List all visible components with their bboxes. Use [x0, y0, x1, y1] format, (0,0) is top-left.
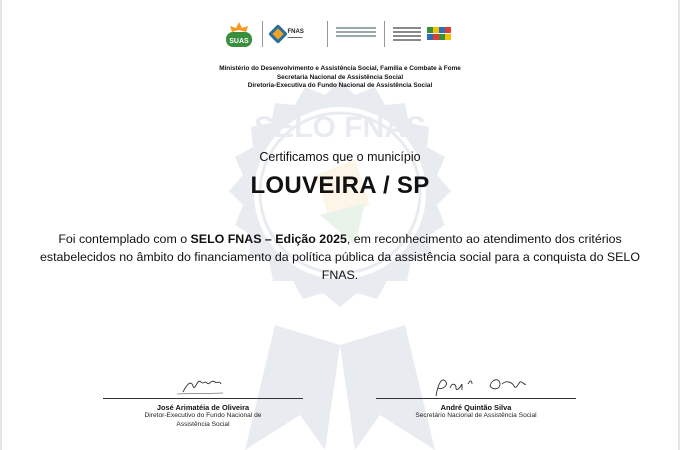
handwritten-signature-left	[163, 370, 243, 398]
signer-name: José Arimatéia de Oliveira	[156, 403, 250, 412]
body-text-start: Foi contemplado com o	[58, 232, 191, 246]
brazil-government-icon	[427, 27, 457, 41]
logo-divider	[262, 21, 263, 47]
body-text-end: , em reconhecimento ao atendimento dos critérios estabelecidos no âmbito do financiamento da política pública da assistência social para a conquista do SELO FNAS.	[40, 232, 640, 282]
signature-line	[103, 398, 303, 399]
handwritten-signature-right	[406, 370, 546, 398]
signer-role-continued: Assistência Social	[176, 420, 230, 428]
signature-line	[376, 398, 576, 399]
signature-block-right	[376, 370, 576, 421]
fnas-logo	[271, 22, 319, 46]
signer-name: André Quintão Silva	[440, 403, 512, 412]
fnas-logo-text: FNAS	[287, 29, 304, 35]
ministry-header	[0, 65, 680, 91]
certificate-intro: Certificamos que o município	[259, 150, 421, 164]
municipality-name: LOUVEIRA / SP	[250, 172, 430, 199]
secretariat-name: Secretaria Nacional de Assistência Social	[276, 73, 404, 81]
ministry-name: Ministério do Desenvolvimento e Assistência Social, Família e Combate à Fome	[219, 65, 461, 72]
suas-logo-text: SUAS	[228, 38, 249, 45]
body-text-bold: SELO FNAS – Edição 2025	[190, 232, 347, 246]
logo-divider	[327, 21, 328, 47]
ministry-logo	[336, 27, 376, 41]
logo-bar	[0, 18, 680, 50]
fnas-logo-subtext: ▬▬▬▬▬	[287, 35, 303, 39]
logo-divider	[384, 21, 385, 47]
government-logo	[393, 27, 457, 41]
fnas-mark-icon	[268, 24, 288, 44]
directorate-name: Diretoria-Executiva do Fundo Nacional de Assistência Social	[247, 82, 433, 90]
suas-logo	[224, 20, 254, 48]
certificate-body	[30, 230, 650, 284]
signature-block-left	[103, 370, 303, 429]
signer-role: Secretário Nacional de Assistência Social	[415, 412, 537, 419]
signer-role: Diretor-Executivo do Fundo Nacional de	[144, 412, 262, 419]
watermark-text: SELO FNAS	[254, 111, 426, 144]
